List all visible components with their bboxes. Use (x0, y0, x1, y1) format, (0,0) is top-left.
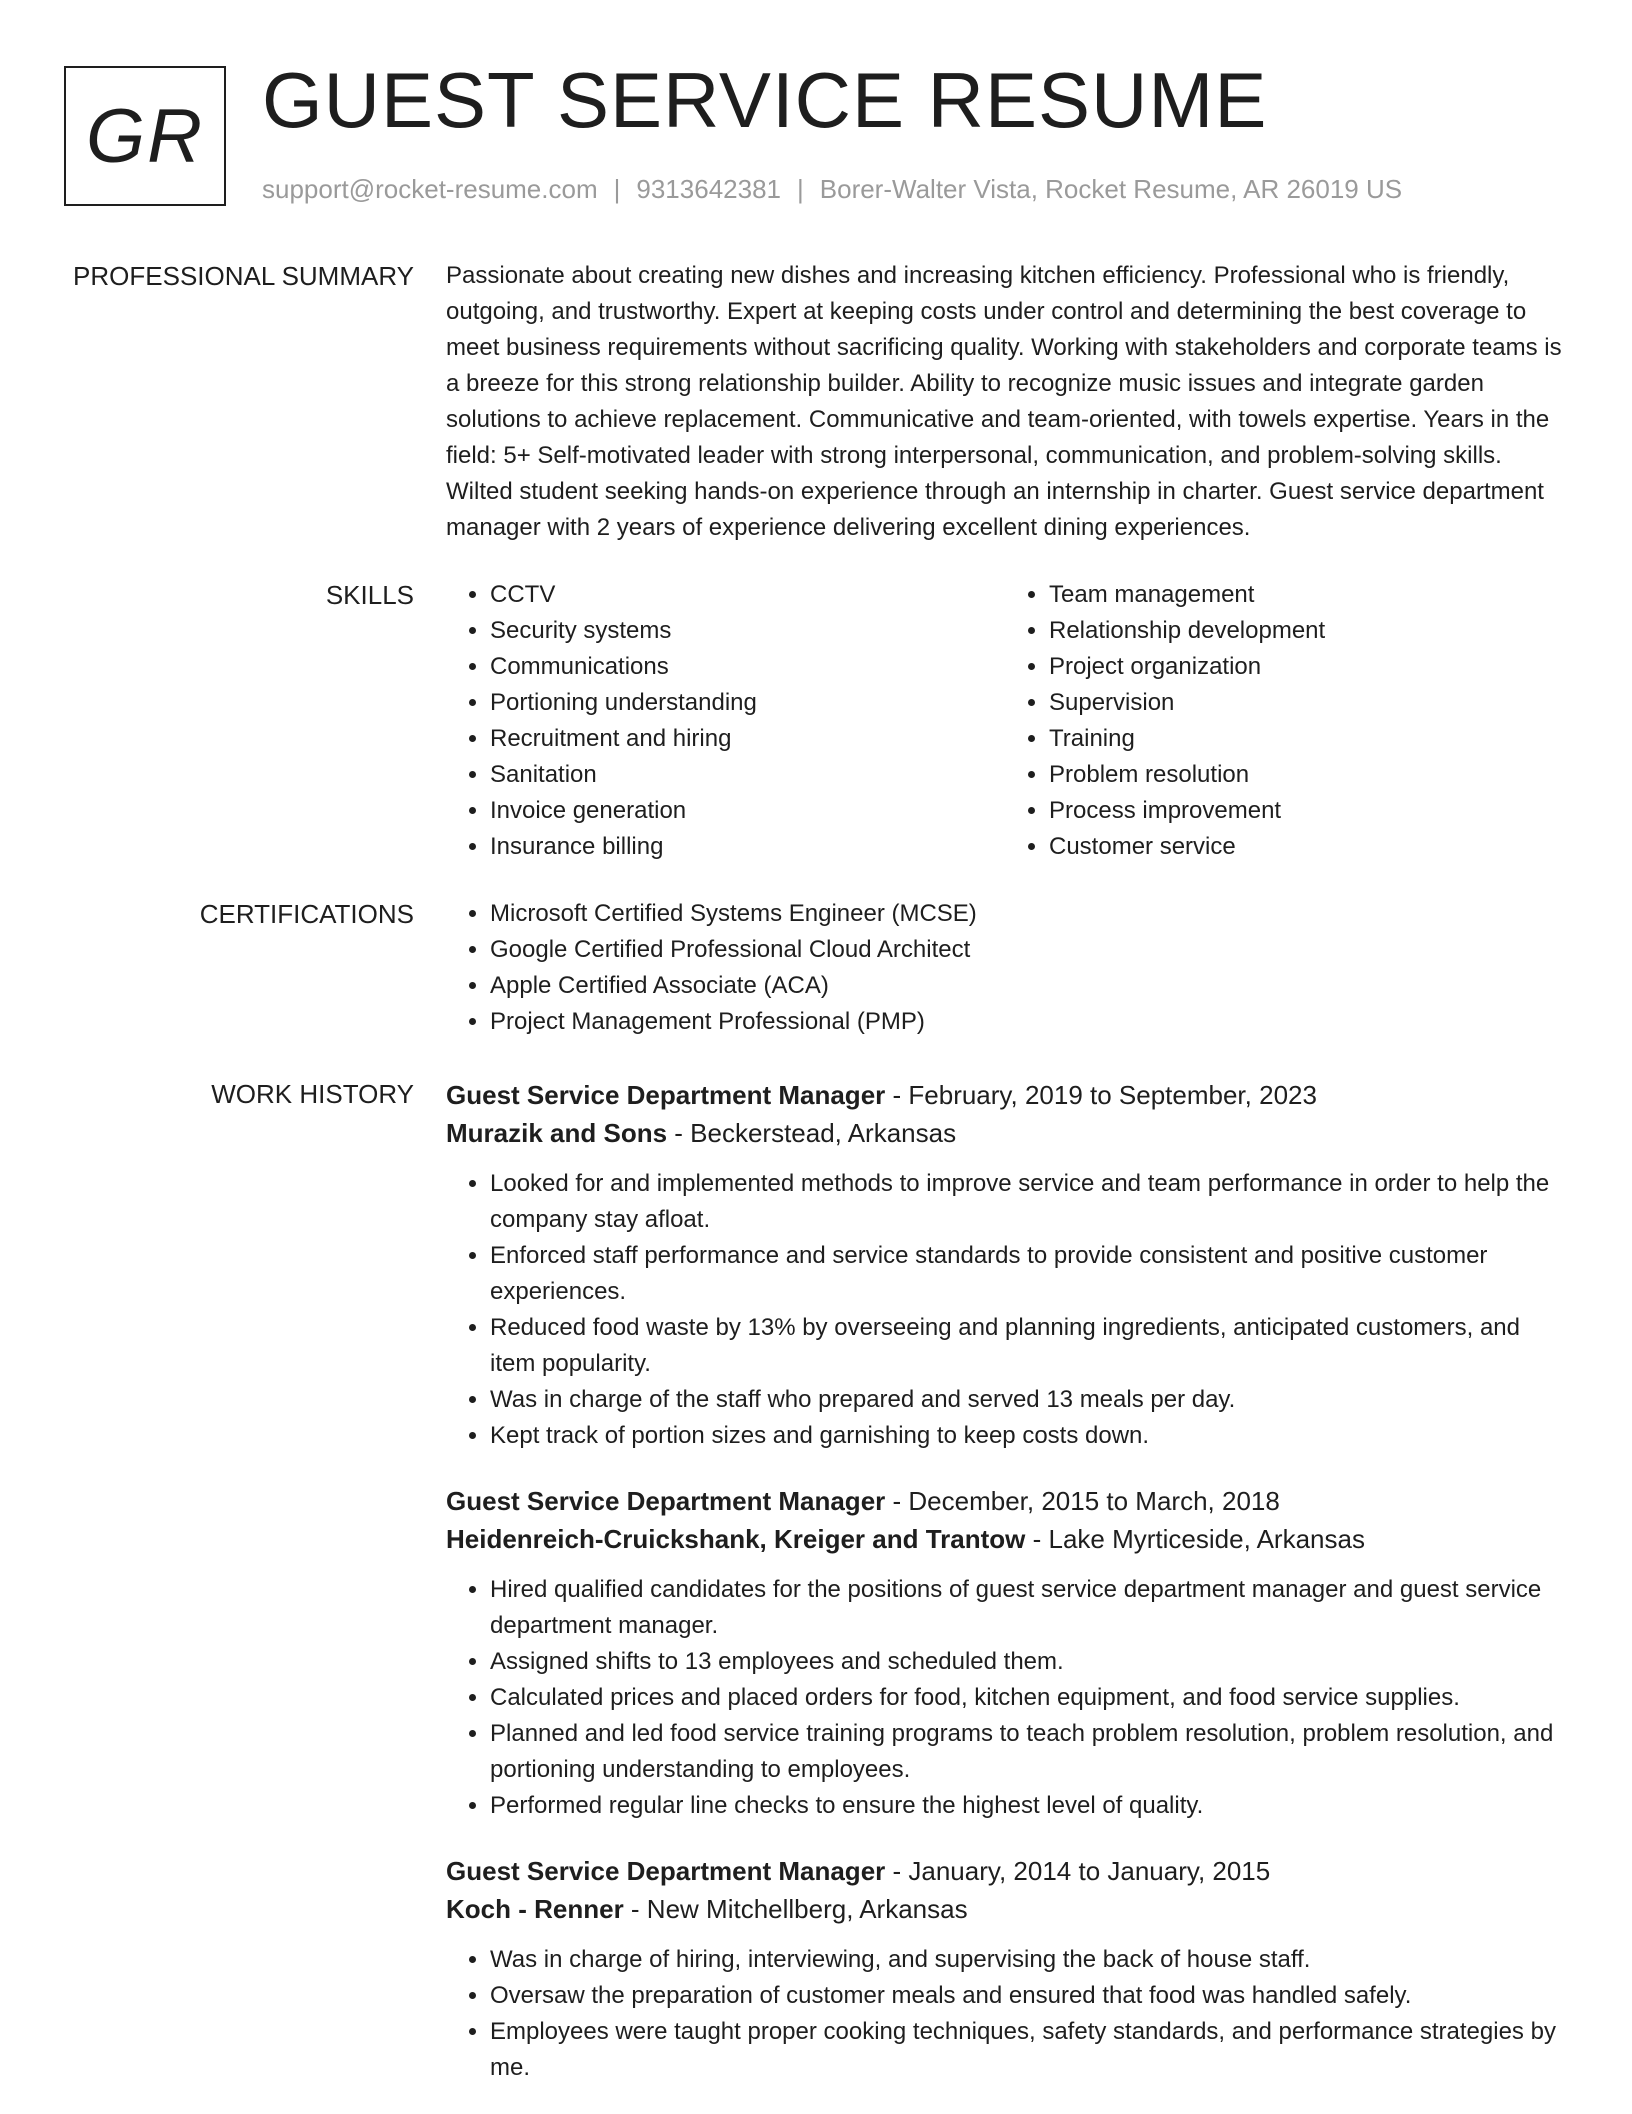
job-title: Guest Service Department Manager (446, 1856, 886, 1886)
skill-item: • Training (1049, 721, 1564, 757)
work-history-heading: WORK HISTORY (211, 1079, 414, 1109)
job-location: - Lake Myrticeside, Arkansas (1025, 1524, 1365, 1554)
certifications-list (446, 896, 1564, 1040)
job-bullet: • Hired qualified candidates for the positions of guest service department manager and guest service department manager. (490, 1572, 1564, 1644)
skill-item: • Customer service (1049, 829, 1564, 865)
job-bullets (446, 1942, 1564, 2086)
resume-title: GUEST SERVICE RESUME (262, 56, 1268, 144)
job-bullet: • Reduced food waste by 13% by overseeing and planning ingredients, anticipated customers, and item popularity. (490, 1310, 1564, 1382)
skill-item: • Project organization (1049, 649, 1564, 685)
job-dates: - February, 2019 to September, 2023 (885, 1080, 1317, 1110)
job-dates: - January, 2014 to January, 2015 (885, 1856, 1271, 1886)
certifications-items (446, 896, 1564, 1040)
skill-item: • Portioning understanding (490, 685, 1005, 721)
skill-item: • Process improvement (1049, 793, 1564, 829)
job-title: Guest Service Department Manager (446, 1080, 886, 1110)
skills-column-left (446, 577, 1005, 865)
job-bullet: • Looked for and implemented methods to improve service and team performance in order to help the company stay afloat. (490, 1166, 1564, 1238)
job-title-line (446, 1852, 1564, 1890)
skills-column-right (1005, 577, 1564, 865)
work-history-jobs (446, 1076, 1564, 2114)
job-title-line (446, 1076, 1564, 1114)
job-bullets (446, 1572, 1564, 1824)
job-entry (446, 1852, 1564, 2086)
job-bullet: • Was in charge of hiring, interviewing, and supervising the back of house staff. (490, 1942, 1564, 1978)
job-entry (446, 1482, 1564, 1824)
certification-item: • Google Certified Professional Cloud Architect (490, 932, 1564, 968)
contact-separator: | (613, 174, 621, 204)
job-location: - New Mitchellberg, Arkansas (623, 1894, 968, 1924)
skill-item: • Invoice generation (490, 793, 1005, 829)
contact-separator: | (797, 174, 804, 204)
job-company: Koch - Renner (446, 1894, 624, 1924)
job-bullet: • Enforced staff performance and service standards to provide consistent and positive customer experiences. (490, 1238, 1564, 1310)
skill-item: • Team management (1049, 577, 1564, 613)
skill-item: • Insurance billing (490, 829, 1005, 865)
summary-text: Passionate about creating new dishes and increasing kitchen efficiency. Professional who is friendly, outgoing, and trustworthy. Expert at keeping costs under control and determining the best coverage to meet business requirements without sacrificing quality. Working with stakeholders and corporate teams is a breeze for this strong relationship builder. Ability to recognize music issues and integrate garden solutions to achieve replacement. Communicative and team-oriented, with towels expertise. Years in the field: 5+ Self-motivated leader with strong interpersonal, communication, and problem-solving skills. Wilted student seeking hands-on experience through an internship in charter. Guest service department manager with 2 years of experience delivering excellent dining experiences. (446, 262, 1562, 541)
skill-item: • Sanitation (490, 757, 1005, 793)
job-title-line (446, 1482, 1564, 1520)
skill-item: • CCTV (490, 577, 1005, 613)
summary-heading: PROFESSIONAL SUMMARY (73, 261, 414, 291)
job-dates: - December, 2015 to March, 2018 (885, 1486, 1280, 1516)
skill-item: • Supervision (1049, 685, 1564, 721)
job-entry (446, 1076, 1564, 1454)
certification-item: • Microsoft Certified Systems Engineer (MCSE) (490, 896, 1564, 932)
job-bullet: • Assigned shifts to 13 employees and scheduled them. (490, 1644, 1564, 1680)
job-bullet: • Calculated prices and placed orders for food, kitchen equipment, and food service supplies. (490, 1680, 1564, 1716)
job-company: Murazik and Sons (446, 1118, 668, 1148)
job-location: - Beckerstead, Arkansas (667, 1118, 957, 1148)
job-bullet: • Employees were taught proper cooking techniques, safety standards, and performance strategies by me. (490, 2014, 1564, 2086)
contact-address: Borer-Walter Vista, Rocket Resume, AR 26019 US (819, 174, 1403, 204)
job-bullet: • Performed regular line checks to ensure the highest level of quality. (490, 1788, 1564, 1824)
job-company-line (446, 1890, 1564, 1928)
contact-line (262, 174, 1402, 205)
skills-list (446, 577, 1564, 865)
skill-item: • Communications (490, 649, 1005, 685)
contact-email[interactable]: support@rocket-resume.com (262, 174, 598, 204)
monogram-box (64, 66, 226, 206)
job-company-line (446, 1520, 1564, 1558)
contact-phone[interactable]: 9313642381 (636, 174, 781, 204)
skills-heading: SKILLS (325, 580, 414, 610)
job-bullets (446, 1166, 1564, 1454)
job-company-line (446, 1114, 1564, 1152)
certifications-heading: CERTIFICATIONS (199, 899, 414, 929)
certification-item: • Apple Certified Associate (ACA) (490, 968, 1564, 1004)
job-title: Guest Service Department Manager (446, 1486, 886, 1516)
monogram-initials: GR (86, 93, 204, 179)
skill-item: • Recruitment and hiring (490, 721, 1005, 757)
job-bullet: • Oversaw the preparation of customer meals and ensured that food was handled safely. (490, 1978, 1564, 2014)
skill-item: • Security systems (490, 613, 1005, 649)
job-bullet: • Planned and led food service training programs to teach problem resolution, problem resolution, and portioning understanding to employees. (490, 1716, 1564, 1788)
skill-item: • Relationship development (1049, 613, 1564, 649)
skill-item: • Problem resolution (1049, 757, 1564, 793)
certification-item: • Project Management Professional (PMP) (490, 1004, 1564, 1040)
job-company: Heidenreich-Cruickshank, Kreiger and Trantow (446, 1524, 1026, 1554)
job-bullet: • Kept track of portion sizes and garnishing to keep costs down. (490, 1418, 1564, 1454)
job-bullet: • Was in charge of the staff who prepared and served 13 meals per day. (490, 1382, 1564, 1418)
